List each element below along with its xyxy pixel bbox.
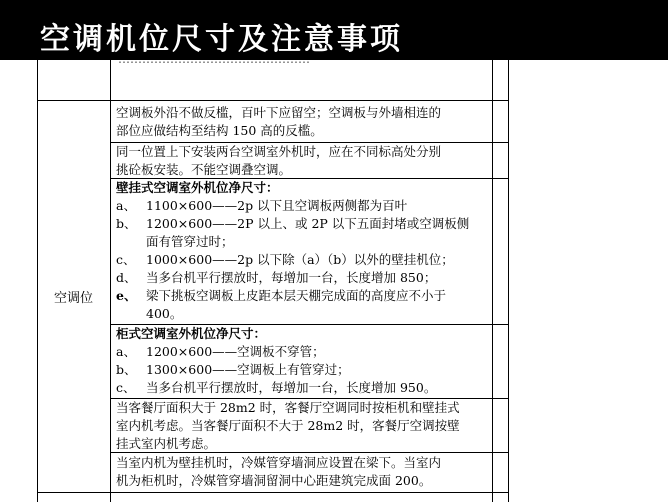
list-item-continuation: [116, 305, 490, 323]
list-text: 当多台机平行摆放时，每增加一台，长度增加 850；: [146, 270, 437, 285]
text-line: 空调板外沿不做反槛，百叶下应留空；空调板与外墙相连的: [116, 105, 442, 120]
row-header-ac-position: 空调位: [53, 290, 93, 306]
list-marker: c、: [116, 252, 136, 267]
list-marker: a、: [116, 344, 136, 359]
list-text: 面有管穿过时；: [146, 234, 234, 249]
list-marker: b、: [116, 362, 137, 377]
list-marker: e、: [116, 288, 137, 303]
text-line: 室内机考虑。当客餐厅面积不大于 28m2 时，客餐厅空调按壁: [116, 418, 460, 433]
text-line: 挑砼板安装。不能空调叠空调。: [116, 162, 292, 177]
table-border-outer: [508, 60, 509, 502]
text-line: 当客餐厅面积大于 28m2 时，客餐厅空调同时按柜机和壁挂式: [116, 400, 460, 415]
cell-anti-sill: [116, 104, 490, 140]
section-heading: 柜式空调室外机位净尺寸：: [116, 326, 267, 341]
list-text: 1100×600——2p 以下且空调板两侧都为百叶: [146, 198, 408, 213]
table-column-divider: [110, 60, 111, 502]
list-item: [116, 251, 490, 269]
list-text: 1300×600——空调板上有管穿过；: [146, 362, 350, 377]
slide-title: 空调机位尺寸及注意事项: [40, 22, 403, 57]
list-marker: a、: [116, 198, 136, 213]
list-item: [116, 197, 490, 215]
list-text: 1000×600——2p 以下除（a）（b）以外的壁挂机位；: [146, 252, 454, 267]
cell-stacked-units: [116, 143, 490, 179]
list-text: 1200×600——空调板不穿管；: [146, 344, 325, 359]
list-item: [116, 287, 490, 305]
list-item: [116, 269, 490, 287]
list-text: 当多台机平行摆放时，每增加一台，长度增加 950。: [146, 380, 437, 395]
list-text: 梁下挑板空调板上皮距本层天棚完成面的高度应不小于: [146, 288, 447, 303]
list-item: [116, 379, 490, 397]
list-marker: c、: [116, 380, 136, 395]
cell-refrigerant-hole: [116, 454, 490, 490]
cell-wall-mounted-sizes: [116, 179, 490, 323]
list-item: [116, 215, 490, 233]
list-text: 1200×600——2P 以上、或 2P 以下五面封堵或空调板侧: [146, 216, 470, 231]
section-heading: 壁挂式空调室外机位净尺寸：: [116, 180, 279, 195]
table-border-right: [492, 60, 493, 502]
list-item: [116, 361, 490, 379]
text-line: 同一位置上下安装两台空调室外机时，应在不同标高处分别: [116, 144, 442, 159]
clipped-previous-row-text: [118, 60, 478, 66]
list-marker: d、: [116, 270, 137, 285]
list-item-continuation: [116, 233, 490, 251]
text-line: 当室内机为壁挂机时，冷媒管穿墙洞应设置在梁下。当室内: [116, 455, 442, 470]
list-marker: b、: [116, 216, 137, 231]
cell-living-room-ac: [116, 399, 490, 453]
list-item: [116, 343, 490, 361]
cell-cabinet-sizes: [116, 325, 490, 397]
title-bar: [0, 0, 668, 60]
text-line: 机为柜机时，冷媒管穿墙洞留洞中心距建筑完成面 200。: [116, 473, 432, 488]
table-row-divider: [37, 492, 509, 493]
spec-table: [0, 60, 668, 502]
text-line: 部位应做结构至结构 150 高的反槛。: [116, 123, 323, 138]
list-text: 400。: [146, 306, 183, 321]
text-line: 挂式室内机考虑。: [116, 436, 217, 451]
